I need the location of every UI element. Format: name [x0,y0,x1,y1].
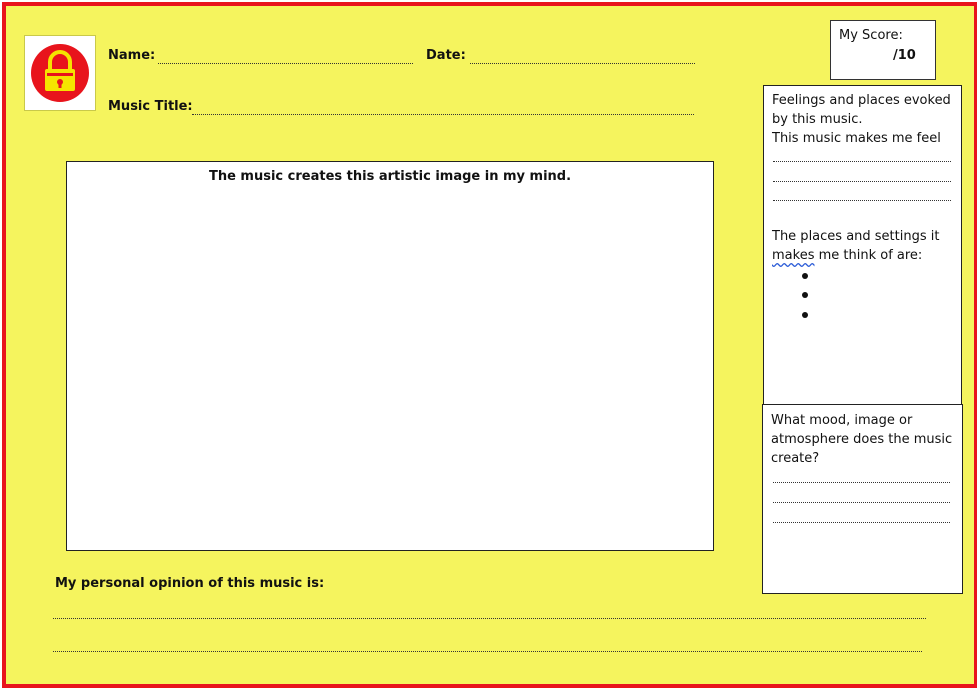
opinion-line-2[interactable] [53,651,922,652]
feelings-line2: by this music. [772,112,863,127]
artistic-image-box[interactable] [66,161,714,551]
places-bullet-3 [802,312,808,318]
feelings-line1: Feelings and places evoked [772,93,951,108]
feelings-answer-line-1[interactable] [773,161,951,162]
score-label: My Score: [839,28,903,43]
worksheet [2,2,977,688]
music-title-label: Music Title: [108,99,193,114]
opinion-line-1[interactable] [53,618,926,619]
image-box-caption: The music creates this artistic image in my mind. [208,169,572,184]
date-label: Date: [426,48,466,63]
padlock-icon [29,42,91,104]
mood-line1: What mood, image or [771,413,913,428]
feelings-box [763,85,962,405]
opinion-label: My personal opinion of this music is: [55,576,325,591]
score-value: /10 [893,48,916,63]
date-field[interactable] [470,63,695,64]
mood-line2: atmosphere does the music [771,432,953,447]
feelings-answer-line-3[interactable] [773,200,951,201]
mood-answer-line-1[interactable] [773,482,950,483]
places-bullet-1 [802,273,808,279]
mood-answer-line-2[interactable] [773,502,950,503]
feelings-answer-line-2[interactable] [773,181,951,182]
places-bullet-2 [802,292,808,298]
mood-line3: create? [771,451,820,466]
places-line1: The places and settings it [772,229,940,244]
music-title-field[interactable] [192,114,694,115]
score-box [830,20,936,80]
mood-answer-line-3[interactable] [773,522,950,523]
name-label: Name: [108,48,156,63]
places-line2-rest: me think of are: [814,248,923,263]
name-field[interactable] [158,63,413,64]
places-line2-makes: makes [772,248,815,263]
lockdown-logo [24,35,96,111]
mood-box [762,404,963,594]
feelings-line3: This music makes me feel [772,131,941,146]
